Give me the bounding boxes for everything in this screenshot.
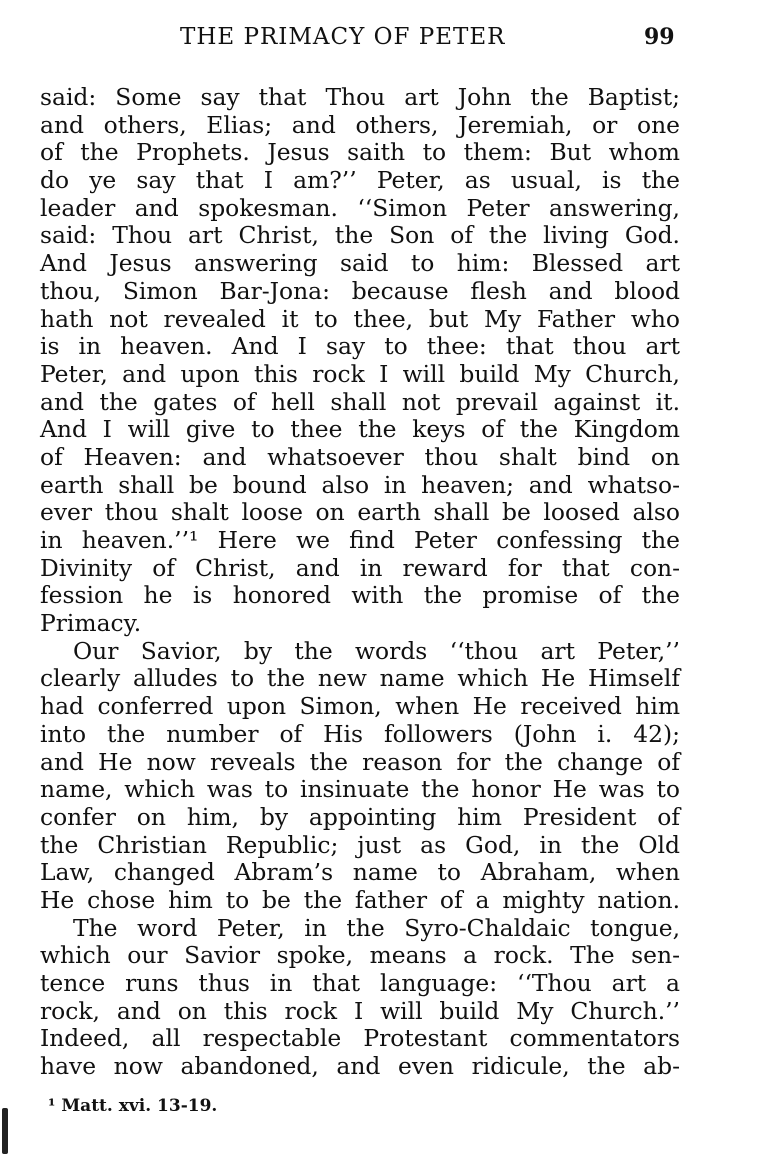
text-line: the Christian Republic; just as God, in the Old xyxy=(40,830,680,859)
text-line: had conferred upon Simon, when He received him xyxy=(40,692,680,721)
text-line: into the number of His followers (John i. 42); xyxy=(40,719,680,748)
text-line: tence runs thus in that language: ‘‘Thou art a xyxy=(40,969,680,997)
text-line: Our Savior, by the words ‘‘thou art Peter,’’ xyxy=(73,636,680,665)
text-line: clearly alludes to the new name which He Himself xyxy=(40,664,680,693)
text-line: and He now reveals the reason for the change of xyxy=(40,747,680,776)
page-number: 99 xyxy=(644,24,675,50)
body-text xyxy=(40,84,680,1081)
text-line: ever thou shalt loose on earth shall be loosed also xyxy=(40,498,680,527)
text-line: And I will give to thee the keys of the Kingdom xyxy=(40,415,680,444)
text-line: and others, Elias; and others, Jeremiah, or one xyxy=(40,110,680,139)
text-line: do ye say that I am?’’ Peter, as usual, is the xyxy=(40,166,680,195)
text-line: Law, changed Abram’s name to Abraham, when xyxy=(40,858,680,887)
text-line: which our Savior spoke, means a rock. The sen- xyxy=(40,941,680,970)
text-line: in heaven.’’¹ Here we find Peter confessing the xyxy=(40,526,680,554)
text-line: Peter, and upon this rock I will build My Church, xyxy=(40,359,680,388)
text-line: thou, Simon Bar-Jona: because flesh and blood xyxy=(40,276,680,305)
text-line: hath not revealed it to thee, but My Father who xyxy=(40,304,680,333)
text-line: earth shall be bound also in heaven; and whatso- xyxy=(40,470,680,499)
text-line: Divinity of Christ, and in reward for that con- xyxy=(40,553,680,582)
text-line: And Jesus answering said to him: Blessed art xyxy=(40,249,680,278)
running-title: THE PRIMACY OF PETER xyxy=(180,24,506,50)
text-line: is in heaven. And I say to thee: that thou art xyxy=(40,332,680,361)
text-line: confer on him, by appointing him President of xyxy=(40,802,680,831)
text-line: name, which was to insinuate the honor He was to xyxy=(40,775,680,804)
text-line: of the Prophets. Jesus saith to them: But whom xyxy=(40,138,680,167)
text-line: Primacy. xyxy=(40,609,142,638)
margin-mark xyxy=(2,1108,8,1154)
running-head xyxy=(0,24,760,56)
text-line: He chose him to be the father of a mighty nation. xyxy=(40,885,680,914)
text-line: leader and spokesman. ‘‘Simon Peter answering, xyxy=(40,193,680,222)
footnote: ¹ Matt. xvi. 13-19. xyxy=(48,1096,218,1116)
text-line: rock, and on this rock I will build My Church.’’ xyxy=(40,996,680,1025)
text-line: said: Thou art Christ, the Son of the living God. xyxy=(40,221,680,250)
text-line: have now abandoned, and even ridicule, the ab- xyxy=(40,1052,680,1081)
text-line: and the gates of hell shall not prevail against it. xyxy=(40,387,680,416)
text-line: said: Some say that Thou art John the Baptist; xyxy=(40,83,680,111)
text-line: Indeed, all respectable Protestant commentators xyxy=(40,1024,680,1053)
text-line: fession he is honored with the promise of the xyxy=(40,581,680,610)
text-line: The word Peter, in the Syro-Chaldaic tongue, xyxy=(73,913,680,942)
text-line: of Heaven: and whatsoever thou shalt bind on xyxy=(40,442,680,471)
